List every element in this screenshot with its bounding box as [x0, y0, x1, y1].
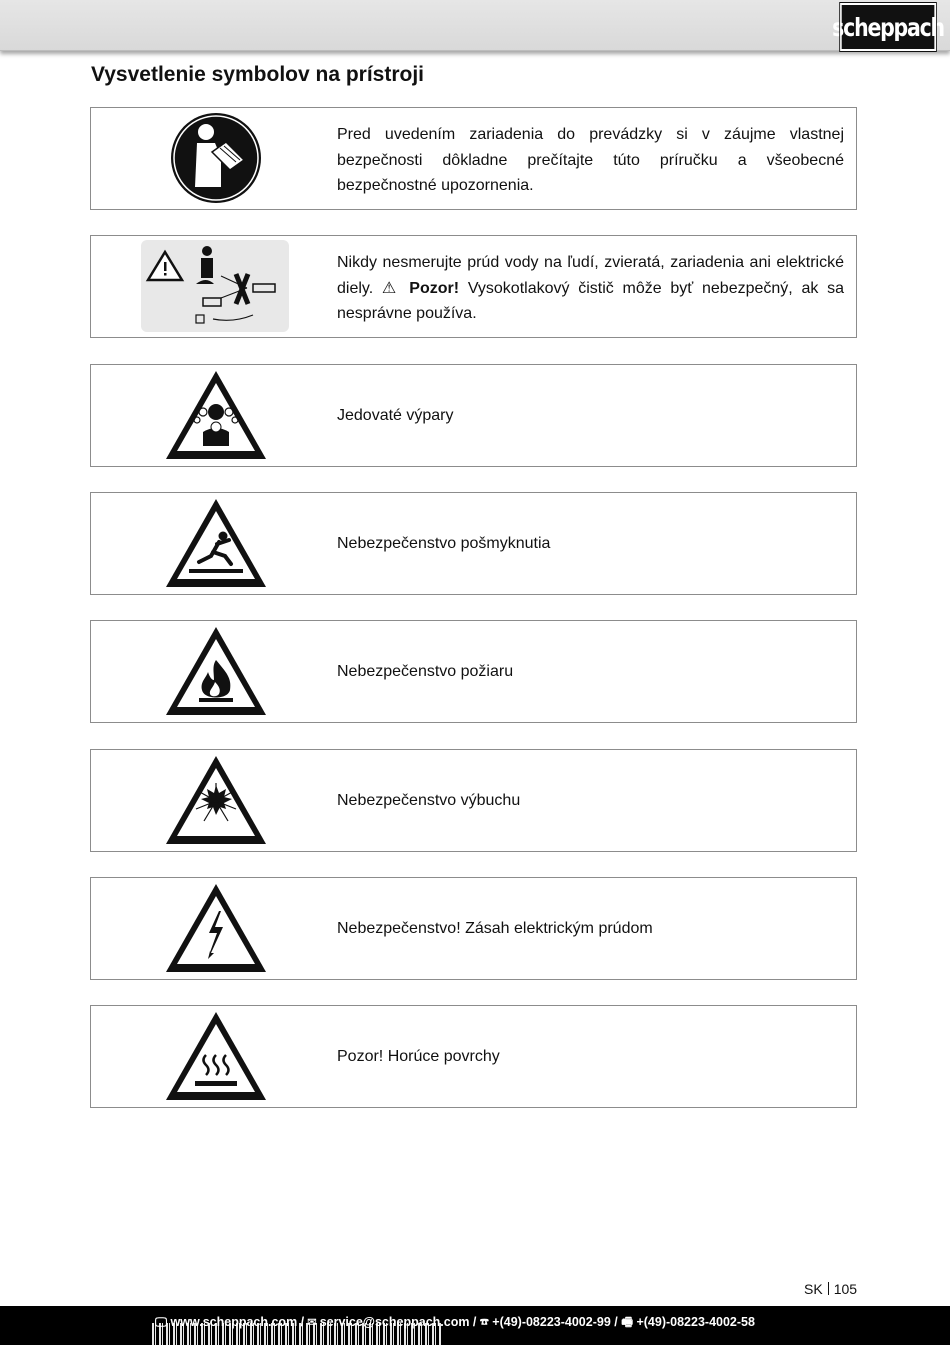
- symbol-row: [90, 364, 857, 467]
- symbol-description: Jedovaté výpary: [337, 406, 454, 424]
- toxic-fumes-icon: [161, 365, 271, 465]
- symbol-description: Nebezpečenstvo požiaru: [337, 662, 514, 680]
- explosion-hazard-icon: [161, 750, 271, 850]
- language-code: SK: [804, 1281, 823, 1297]
- symbol-row: [90, 1005, 857, 1108]
- header-bar: [0, 0, 950, 51]
- warning-text: Nikdy nesmerujte prúd vody na ľudí, zvieratá, zariadenia ani elektrické diely.: [337, 254, 844, 297]
- page-number: [804, 1281, 857, 1297]
- page-title: Vysvetlenie symbolov na prístroji: [91, 63, 425, 86]
- symbol-row: [90, 235, 857, 338]
- scheppach-logo: scheppach: [840, 3, 936, 51]
- symbol-description: Pozor! Horúce povrchy: [337, 1047, 500, 1065]
- symbol-row: [90, 749, 857, 852]
- symbol-row: [90, 107, 857, 210]
- symbol-description: Nebezpečenstvo pošmyknutia: [337, 534, 551, 552]
- hot-surface-icon: [161, 1006, 271, 1106]
- warning-triangle-icon: ⚠: [381, 279, 401, 297]
- symbol-description: Pred uvedením zariadenia do prevádzky si v záujme vlastnej bezpečnosti dôkladne prečítajte túto príručku a všeobecné bezpečnostné upozornenia.: [337, 126, 844, 194]
- symbol-description: Nebezpečenstvo! Zásah elektrickým prúdom: [337, 919, 653, 937]
- warning-label: Pozor!: [409, 279, 460, 297]
- symbol-description: Nebezpečenstvo výbuchu: [337, 791, 521, 809]
- footer-bar: [0, 1306, 950, 1345]
- symbol-row: [90, 620, 857, 723]
- symbol-row: [90, 492, 857, 595]
- warning-text-tail: Vysokotlakový čistič môže byť nebezpečný, ak sa nesprávne používa.: [337, 279, 845, 322]
- slip-hazard-icon: [161, 493, 271, 593]
- symbol-description: [337, 250, 844, 327]
- page-number-value: 105: [833, 1281, 858, 1297]
- read-manual-icon: [161, 108, 271, 208]
- no-water-jet-icon: [141, 236, 289, 336]
- footer-contact: 🖵 www.scheppach.com / ✉ service@scheppach.com / ☎ +(49)-08223-4002-99 / 🖷 +(49)-08223-4002-58: [155, 1315, 755, 1329]
- fire-hazard-icon: [161, 621, 271, 721]
- electric-shock-icon: [161, 878, 271, 978]
- symbol-row: [90, 877, 857, 980]
